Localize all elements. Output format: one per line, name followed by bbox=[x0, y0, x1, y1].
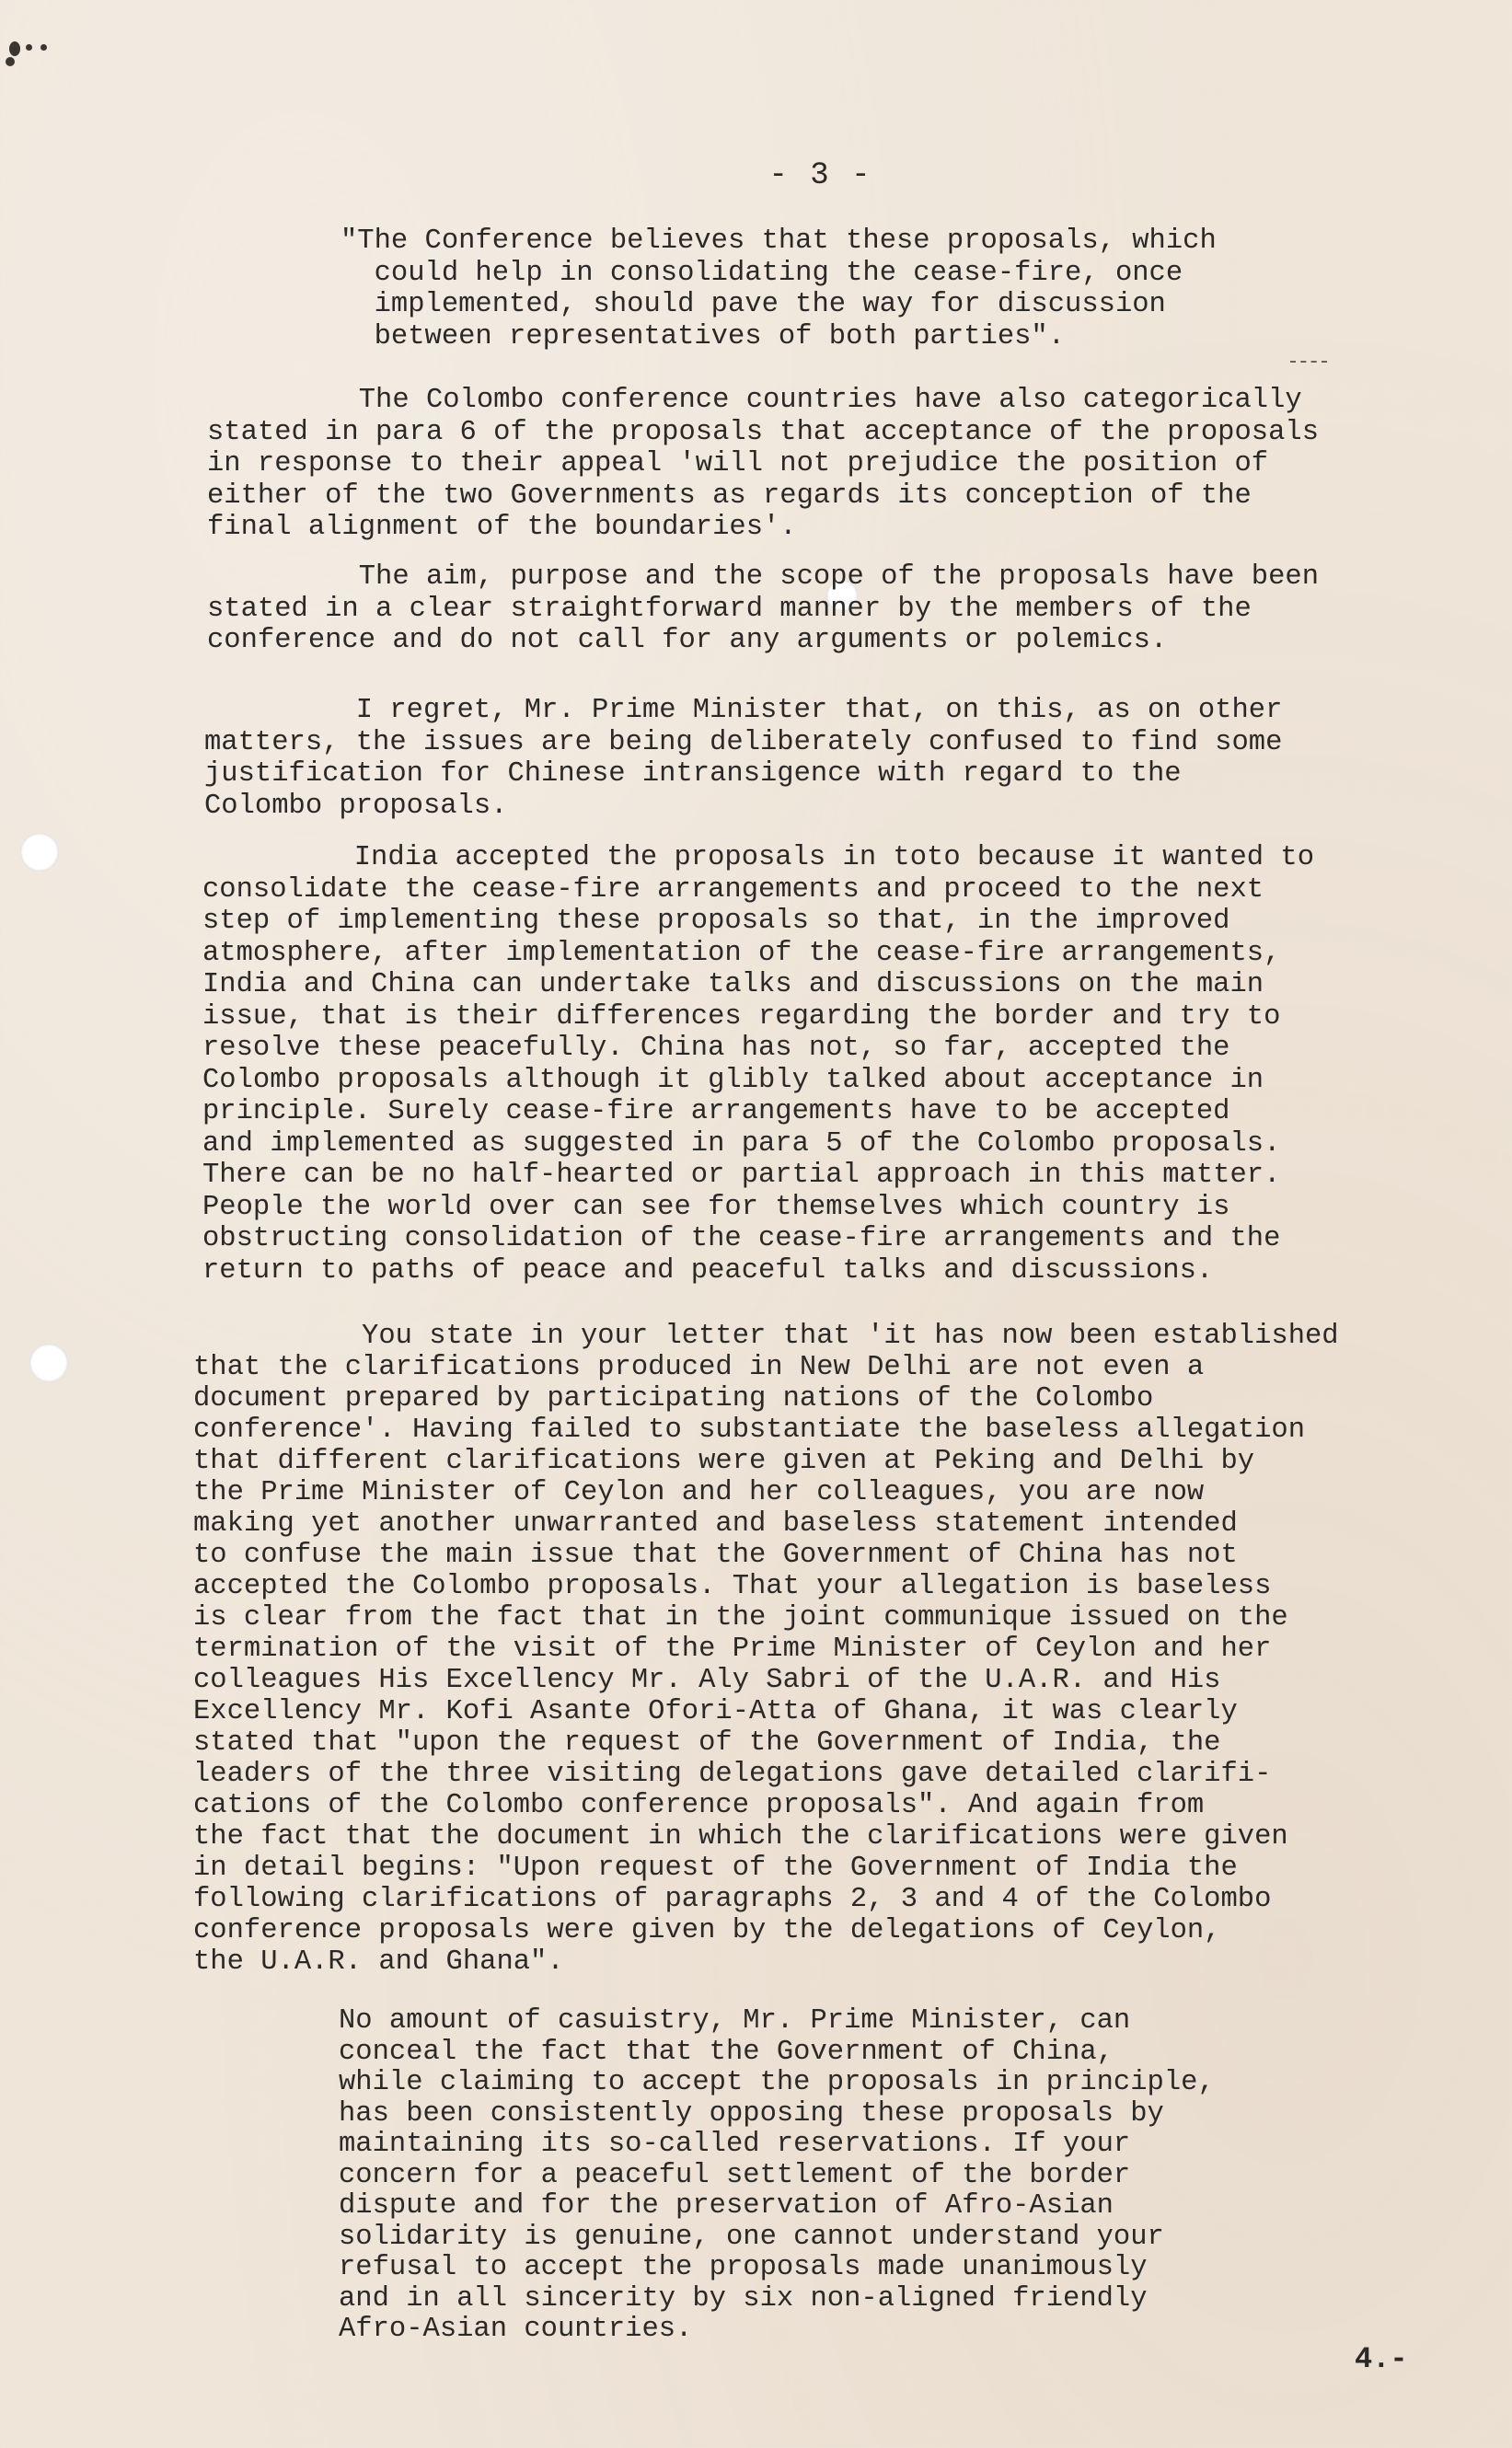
paragraph-regret: I regret, Mr. Prime Minister that, on this, as on other matters, the issues are being deliberately confused to find some justification for Chinese intransigence with regard to the Colombo proposals. bbox=[204, 695, 1283, 822]
page-number: - 3 - bbox=[768, 158, 872, 193]
paragraph-casuistry: No amount of casuistry, Mr. Prime Minister, can conceal the fact that the Government of China, while claiming to accept the proposals in principle, has been consistently opposing these proposals by maintaining its so-called reservations. If your concern for a peaceful settlement of the border dispute and for the preservation of Afro-Asian solidarity is genuine, one cannot understand your refusal to accept the proposals made unanimously and in all sincerity by six non-aligned friendly Afro-Asian countries. bbox=[339, 2005, 1215, 2345]
ink-mark bbox=[40, 44, 47, 51]
punch-hole bbox=[29, 1344, 68, 1382]
pen-mark bbox=[1290, 361, 1327, 364]
punch-hole bbox=[20, 833, 59, 872]
paragraph-colombo-para-6: The Colombo conference countries have also categorically stated in para 6 of the proposals that acceptance of the proposals in response to their appeal 'will not prejudice the position of either of the two Governments as regards its conception of the final alignment of the boundaries'. bbox=[207, 385, 1319, 543]
continuation-marker: 4.- bbox=[1355, 2342, 1408, 2376]
paragraph-clarifications: You state in your letter that 'it has now been established that the clarifications produced in New Delhi are not even a document prepared by participating nations of the Colombo conference'. Having failed to substantiate the baseless allegation that different clarifications were given at Peking and Delhi by the Prime Minister of Ceylon and her colleagues, you are now making yet another unwarranted and baseless statement intended to confuse the main issue that the Government of China has not accepted the Colombo proposals. That your allegation is baseless is clear from the fact that in the joint communique issued on the termination of the visit of the Prime Minister of Ceylon and her colleagues His Excellency Mr. Aly Sabri of the U.A.R. and His Excellency Mr. Kofi Asante Ofori-Atta of Ghana, it was clearly stated that "upon the request of the Government of India, the leaders of the three visiting delegations gave detailed clarifi- cations of the Colombo conference proposals". And again from the fact that the document in which the clarifications were given in detail begins: "Upon request of the Government of India the following clarifications of paragraphs 2, 3 and 4 of the Colombo conference proposals were given by the delegations of Ceylon, the U.A.R. and Ghana". bbox=[193, 1321, 1339, 1978]
paragraph-aim-purpose: The aim, purpose and the scope of the proposals have been stated in a clear straightforward manner by the members of the conference and do not call for any arguments or polemics. bbox=[207, 561, 1320, 656]
ink-mark bbox=[9, 41, 20, 56]
paragraph-india-accepted: India accepted the proposals in toto because it wanted to consolidate the cease-fire arrangements and proceed to the next step of implementing these proposals so that, in the improved atmosphere, after implementation of the cease-fire arrangements, India and China can undertake talks and discussions on the main issue, that is their differences regarding the border and try to resolve these peacefully. China has not, so far, accepted the Colombo proposals although it glibly talked about acceptance in principle. Surely cease-fire arrangements have to be accepted and implemented as suggested in para 5 of the Colombo proposals. There can be no half-hearted or partial approach in this matter. People the world over can see for themselves which country is obstructing consolidation of the cease-fire arrangements and the return to paths of peace and peaceful talks and discussions. bbox=[202, 842, 1315, 1287]
quoted-passage: "The Conference believes that these proposals, which could help in consolidating the cease-fire, once implemented, should pave the way for discussion between representatives of both parties". bbox=[340, 225, 1217, 352]
ink-mark bbox=[26, 44, 32, 51]
ink-mark bbox=[6, 57, 15, 66]
